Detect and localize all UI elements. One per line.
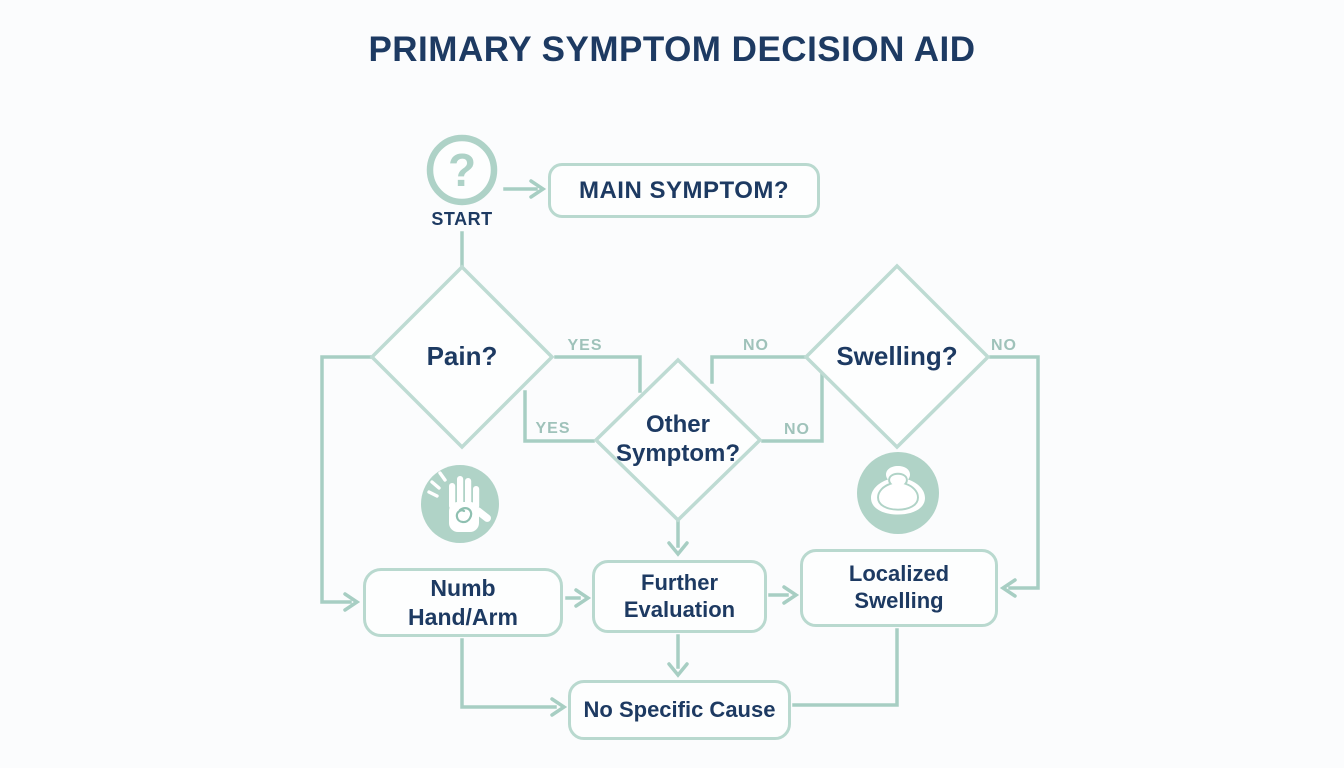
- page-title: PRIMARY SYMPTOM DECISION AID: [368, 30, 976, 69]
- edge-pain-no-left-to-numb: [322, 357, 370, 610]
- no-specific-cause-box: No Specific Cause: [568, 680, 791, 740]
- edge-further-to-localized: [770, 587, 796, 603]
- edge-swelling-no-right-to-localized: [991, 357, 1038, 596]
- edge-label-pain-yes-bottom: YES: [535, 420, 571, 437]
- start-label: START: [431, 209, 493, 229]
- edge-other-to-further: [669, 521, 687, 554]
- edge-localized-to-no-cause: [794, 630, 897, 705]
- other-symptom-diamond-label: Other Symptom?: [615, 411, 740, 467]
- edge-numb-to-further: [567, 590, 588, 606]
- localized-swelling-box: Localized Swelling: [800, 549, 998, 627]
- pain-diamond-label: Pain?: [426, 341, 498, 372]
- edge-label-other-no-right: NO: [784, 421, 810, 438]
- edge-label-pain-yes-top: YES: [567, 337, 603, 354]
- further-evaluation-box: Further Evaluation: [592, 560, 767, 633]
- main-symptom-box: [548, 163, 820, 218]
- main-symptom-label: MAIN SYMPTOM?: [578, 176, 790, 204]
- edge-further-to-no-cause: [669, 636, 687, 675]
- start-question-glyph: ?: [447, 144, 477, 196]
- swelling-diamond-label: Swelling?: [836, 341, 958, 372]
- edge-start-to-main-symptom: [505, 181, 543, 197]
- edge-label-swelling-no-left: NO: [743, 337, 769, 354]
- swelling-lump-icon: [857, 452, 939, 534]
- numb-hand-arm-box: Numb Hand/Arm: [363, 568, 563, 637]
- numb-hand-icon: [421, 465, 499, 543]
- edge-numb-to-no-cause: [462, 640, 564, 715]
- edge-label-swelling-no-right: NO: [991, 337, 1017, 354]
